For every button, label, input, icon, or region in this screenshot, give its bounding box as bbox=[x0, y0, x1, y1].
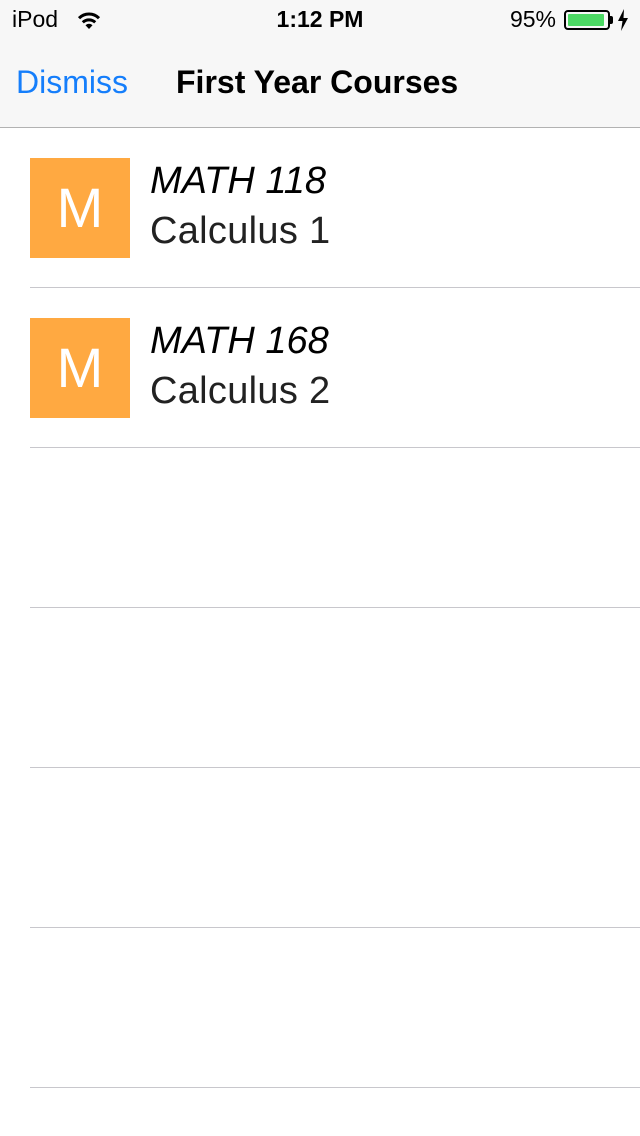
course-name: Calculus 1 bbox=[150, 210, 331, 252]
row-separator bbox=[30, 1087, 640, 1088]
battery-percent: 95% bbox=[509, 6, 556, 32]
charging-bolt-icon bbox=[617, 9, 629, 31]
dismiss-button[interactable]: Dismiss bbox=[16, 64, 128, 100]
course-initial-tile: M bbox=[30, 318, 130, 418]
course-code: MATH 118 bbox=[150, 160, 326, 202]
status-time: 1:12 PM bbox=[276, 6, 364, 32]
battery-icon bbox=[564, 10, 610, 30]
course-row[interactable] bbox=[0, 288, 640, 448]
battery-fill bbox=[568, 14, 604, 26]
course-list bbox=[0, 128, 640, 1088]
empty-row bbox=[0, 928, 640, 1088]
status-bar bbox=[0, 0, 640, 40]
course-row[interactable] bbox=[0, 128, 640, 288]
course-initial-tile: M bbox=[30, 158, 130, 258]
page-title: First Year Courses bbox=[176, 64, 459, 100]
course-code: MATH 168 bbox=[150, 320, 329, 362]
empty-row bbox=[0, 608, 640, 768]
carrier-label: iPod bbox=[12, 6, 59, 32]
battery-tip bbox=[610, 16, 613, 24]
navigation-bar bbox=[0, 40, 640, 128]
course-name: Calculus 2 bbox=[150, 370, 331, 412]
empty-row bbox=[0, 768, 640, 928]
top-bar bbox=[0, 0, 640, 128]
empty-row bbox=[0, 448, 640, 608]
